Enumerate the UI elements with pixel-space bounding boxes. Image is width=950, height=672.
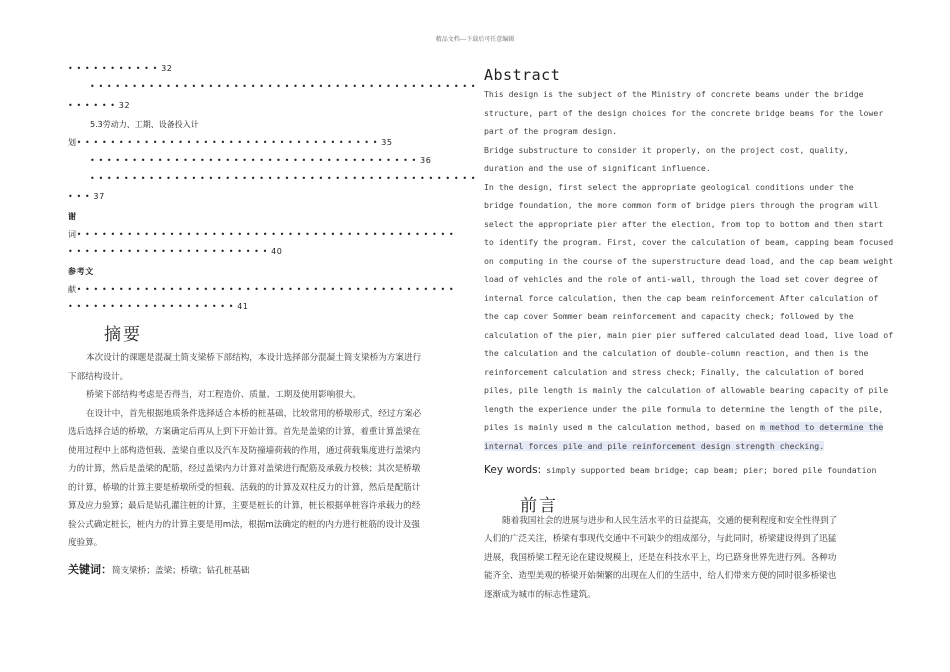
abstract-en-line: the calculation and the calculation of double-column reaction, and then is the <box>484 348 869 358</box>
preface-line: 随着我国社会的进展与进步和人民生活水平的日益提高，交通的便利程度和安全性得到了 <box>502 516 838 526</box>
abstract-cn-line: 下部结构设计。 <box>68 372 129 382</box>
abstract-en-line-highlighted <box>484 418 883 437</box>
abstract-en-line: piles, pile length is mainly the calculation of allowable bearing capacity of pile <box>484 385 889 395</box>
abstract-cn-line: 在设计中，首先根据地质条件选择适合本桥的桩基础，比较常用的桥墩形式，经过方案必 <box>86 409 422 419</box>
keywords-en-label: Key words: <box>484 464 542 476</box>
page-header: 精品文档---下载后可任意编辑 <box>435 36 515 43</box>
toc-line: 献• • • • • • • • • • • • • • • • • • • • • • • • • • • • • • • • • • • • • • • • • • • • • <box>68 285 455 294</box>
abstract-en-line: to identify the program. First, cover the calculation of beam, capping beam focused <box>484 237 894 247</box>
preface-line: 能齐全、造型美观的桥梁开始频繁的出现在人们的生活中，给人们带来方便的同时很多桥梁也 <box>484 571 837 581</box>
toc-line: • • • • • • • • • • • • • • • • • • • • • • • • • • • • • • • • • • • • • • • 36 <box>90 156 432 165</box>
keywords-en <box>484 464 876 476</box>
abstract-cn-line: 桥梁下部结构考虑是否得当，对工程造价、质量、工期及使用影响很大。 <box>86 390 362 400</box>
abstract-cn-line: 本次设计的课题是混凝土简支梁桥下部结构，本设计选择部分混凝土简支梁桥为方案进行 <box>86 353 422 363</box>
preface-line: 进展，我国桥梁工程无论在建设规模上，还是在科技水平上，均已跻身世界先进行列。各种功 <box>484 553 837 563</box>
abstract-cn-line: 力的计算，然后是盖梁的配筋，经过盖梁内力计算对盖梁进行配筋及承载力校核；其次是桥墩 <box>68 464 421 474</box>
abstract-en-line: the cap cover Sommer beam reinforcement and capacity check; followed by the <box>484 311 854 321</box>
toc-line: • • • • • • • • • • • 32 <box>68 64 173 73</box>
preface-line: 逐渐成为城市的标志性建筑。 <box>484 590 596 600</box>
abstract-cn-line: 验公式确定桩长，桩内力的计算主要是用m法，根据m法确定的桩的内力进行桩筋的设计及强 <box>68 520 420 530</box>
keywords-cn-text: 简支梁桥；盖梁；桥墩；钻孔桩基础 <box>112 566 250 576</box>
abstract-en-line: part of the program design. <box>484 126 618 136</box>
toc-line: • • • • • • 32 <box>68 101 131 110</box>
toc-line: • • • • • • • • • • • • • • • • • • • • 41 <box>68 302 249 311</box>
abstract-en-line: internal force calculation, then the cap beam reinforcement After calculation of <box>484 293 879 303</box>
toc-line: • • • • • • • • • • • • • • • • • • • • • • • • • • • • • • • • • • • • • • • • • • • • • • <box>90 82 477 91</box>
text-selection-highlight[interactable]: m method to determine the <box>760 422 884 432</box>
abstract-en-line-text: piles is mainly used m the calculation method, based on <box>484 422 761 432</box>
keywords-cn-label: 关键词： <box>68 563 112 576</box>
abstract-en-line: reinforcement calculation and stress check; Finally, the calculation of bored <box>484 367 864 377</box>
abstract-en-line: structure, part of the design choices for the concrete bridge beams for the lower <box>484 108 884 118</box>
toc-line: • • • • • • • • • • • • • • • • • • • • • • • • 40 <box>68 247 283 256</box>
abstract-cn-line: 度验算。 <box>68 538 103 548</box>
abstract-en-line: Bridge substructure to consider it properly, on the project cost, quality, <box>484 145 849 155</box>
toc-line: 词• • • • • • • • • • • • • • • • • • • • • • • • • • • • • • • • • • • • • • • • • • • • • <box>68 230 455 239</box>
keywords-en-text: simply supported beam bridge; cap beam; pier; bored pile foundation <box>546 465 877 475</box>
abstract-en-line: select the appropriate pier after the election, from top to bottom and then start <box>484 219 884 229</box>
abstract-en-line: This design is the subject of the Ministry of concrete beams under the bridge <box>484 89 864 99</box>
preface-title: 前言 <box>520 496 558 516</box>
toc-line: 划• • • • • • • • • • • • • • • • • • • • • • • • • • • • • • • • • • • • 35 <box>68 138 393 147</box>
toc-line: 5.3劳动力、工期、设备投入计 <box>90 120 199 129</box>
preface-line: 人们的广泛关注，桥梁有事现代交通中不可缺少的组成部分，与此同时，桥梁建设得到了迅猛 <box>484 534 837 544</box>
abstract-en-line: bridge foundation, the more common form of bridge piers through the program will <box>484 200 879 210</box>
abstract-en-line: duration and the use of significant influence. <box>484 163 711 173</box>
toc-line: • • • 37 <box>68 192 105 201</box>
abstract-en-line-highlighted <box>484 437 824 456</box>
toc-heading-thanks: 谢 <box>68 212 77 221</box>
toc-heading-references: 参考文 <box>68 267 94 276</box>
abstract-en-line: length the experience under the pile formula to determine the length of the pile, <box>484 404 884 414</box>
abstract-en-line: calculation of the pier, main pier pier suffered calculated dead load, live load of <box>484 330 894 340</box>
keywords-cn <box>68 561 250 577</box>
abstract-cn-line: 使用过程中上部构造恒载、盖梁自重以及汽车及防撞墙荷载的作用，通过荷载集度进行盖梁内 <box>68 446 421 456</box>
abstract-en-title: Abstract <box>484 66 561 84</box>
abstract-cn-title: 摘要 <box>104 325 142 345</box>
abstract-en-line: In the design, first select the appropriate geological conditions under the <box>484 182 854 192</box>
abstract-cn-line: 的计算，桥墩的计算主要是桥墩所受的恒载、活载的的计算及双柱反力的计算，然后是配筋计 <box>68 483 421 493</box>
abstract-en-line: on computing in the course of the superstructure dead load, and the cap beam weight <box>484 256 894 266</box>
toc-line: • • • • • • • • • • • • • • • • • • • • • • • • • • • • • • • • • • • • • • • • • • • • • • <box>90 174 477 183</box>
abstract-cn-line: 选后选择合适的桥墩，方案确定后再从上到下开始计算。首先是盖梁的计算，着重计算盖梁在 <box>68 427 421 437</box>
abstract-cn-line: 算及应力验算；最后是钻孔灌注桩的计算，主要是桩长的计算，桩长根据单桩容许承载力的经 <box>68 501 421 511</box>
abstract-en-line: load of vehicles and the role of anti-wall, through the load set cover degree of <box>484 274 879 284</box>
text-selection-highlight[interactable]: internal forces pile and pile reinforcement design strength checking. <box>484 441 825 451</box>
